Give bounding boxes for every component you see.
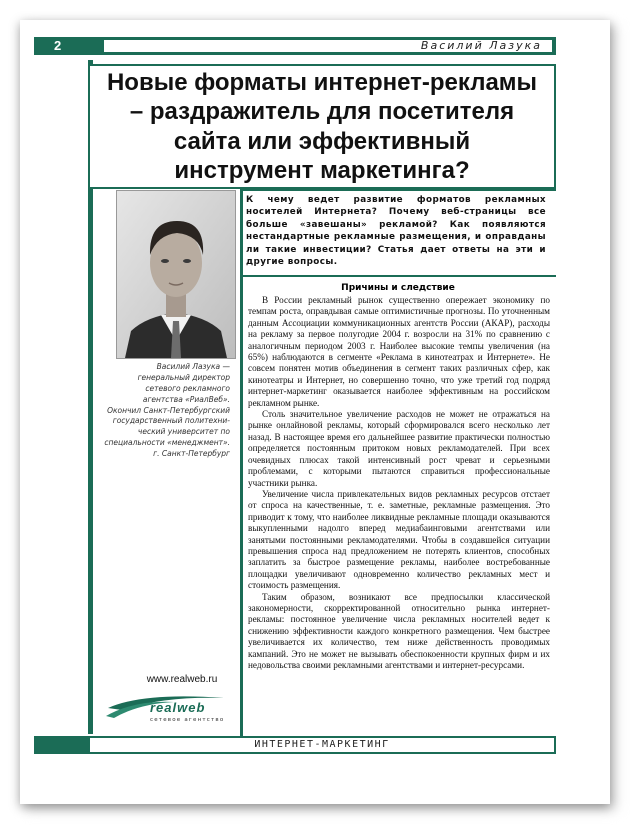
- title-box: [88, 64, 556, 189]
- magazine-page: [20, 20, 610, 804]
- website-url[interactable]: www.realweb.ru: [146, 674, 218, 685]
- author-caption: [100, 362, 230, 460]
- body-paragraph: Таким образом, возникают все предпосылки классической закономерности, скорректированной относительно рынка интернет-рекламы: постоянное увеличение числа рекламных носителей ведет к снижению эффективности каждого конкретного размещения. Чем быстрее увеличивается их количество, тем ниже действенность проводимых кампаний. Это не может не вызывать обеспокоенности крупных фирм и их недовольства своими рекламными агентствами и интернет-ресурсами.: [248, 591, 550, 670]
- logo-wordmark: realweb: [150, 700, 206, 715]
- caption-line: ческий университет по: [137, 427, 230, 437]
- caption-line: агентства «РиалВеб».: [142, 394, 230, 404]
- header-author: Василий Лазука: [104, 40, 552, 52]
- article-title: Новые форматы интернет-рекламы – раздражитель для посетителя сайта или эффективный инструмент маркетинга?: [106, 68, 538, 184]
- caption-line: Окончил Санкт-Петербургский: [107, 405, 230, 415]
- logo-tagline: сетевое агентство: [150, 717, 225, 723]
- caption-line: государственный политехни-: [112, 416, 230, 426]
- column-divider: [240, 188, 243, 736]
- body-paragraph: В России рекламный рынок существенно опережает экономику по темпам роста, оправдывая самые оптимистичные прогнозы. По уточненным данным Ассоциации коммуникационных агентств России (АКАР), расходы на рекламу за первое полугодие 2004 г. возросли на 31% по сравнению с аналогичным периодом 2003 г. Наиболее высокие темпы увеличения (на 65%) наблюдаются в сегменте «Реклама в кинотеатрах и Интернете». Не совсем понятен мотив объединения в сегмент таких различных сфер, как кинотеатры и Интернет, но совершенно точно, что уже третий год подряд интернет-маркетинг оказывается наиболее эффективным на российском рекламном рынке.: [248, 295, 550, 408]
- lead-bottom-rule: [240, 275, 556, 277]
- article-body: [248, 295, 550, 671]
- lead-top-rule: [240, 188, 556, 191]
- footer-rubric: ИНТЕРНЕТ-МАРКЕТИНГ: [88, 736, 556, 754]
- caption-line: сетевого рекламного: [145, 383, 230, 393]
- body-paragraph: Столь значительное увеличение расходов не может не отражаться на рынке онлайновой рекламы, который сформировался всего несколько лет назад. В настоящее время его дальнейшее развитие практически полностью определяется постоянным притоком новых рекламодателей. При всех очевидных плюсах такой интенсивный рост чреват и серьезными проблемами, с которыми пытаются справиться профессиональные участники рынка.: [248, 409, 550, 488]
- section-heading: Причины и следствие: [341, 283, 455, 293]
- realweb-logo: [104, 690, 234, 724]
- caption-line: Василий Лазука —: [156, 362, 230, 371]
- page-number: 2: [54, 38, 62, 53]
- caption-line: специальности «менеджмент».: [104, 438, 230, 448]
- body-paragraph: Увеличение числа привлекательных видов рекламных ресурсов отстает от спроса на качественные, т. е. заметные, рекламные размещения. Это приводит к тому, что наиболее ликвидные рекламные площади оказываются выкупленными надолго вперед медиабаинговыми агентствами или занятыми постоянными рекламодателями. Чтобы в создавшейся ситуации превышения спроса над предложением не потерять клиентов, способных заплатить за быстрое размещение рекламы, наиболее востребованные площадки увеличивают одновременно количество рекламных мест и стоимость размещения.: [248, 488, 550, 591]
- caption-line: генеральный директор: [137, 372, 230, 382]
- author-photo: [116, 190, 236, 359]
- article-lead: К чему ведет развитие форматов рекламных носителей Интернета? Почему веб-страницы все больше «завешаны» рекламой? Как появляются нестандартные рекламные размещения, и оправданы ли такие инвестиции? Статья дает ответы на эти и другие вопросы.: [246, 195, 546, 268]
- caption-line: г. Санкт-Петербург: [153, 449, 230, 458]
- header-bar: [34, 37, 556, 55]
- footer-accent: [34, 736, 88, 754]
